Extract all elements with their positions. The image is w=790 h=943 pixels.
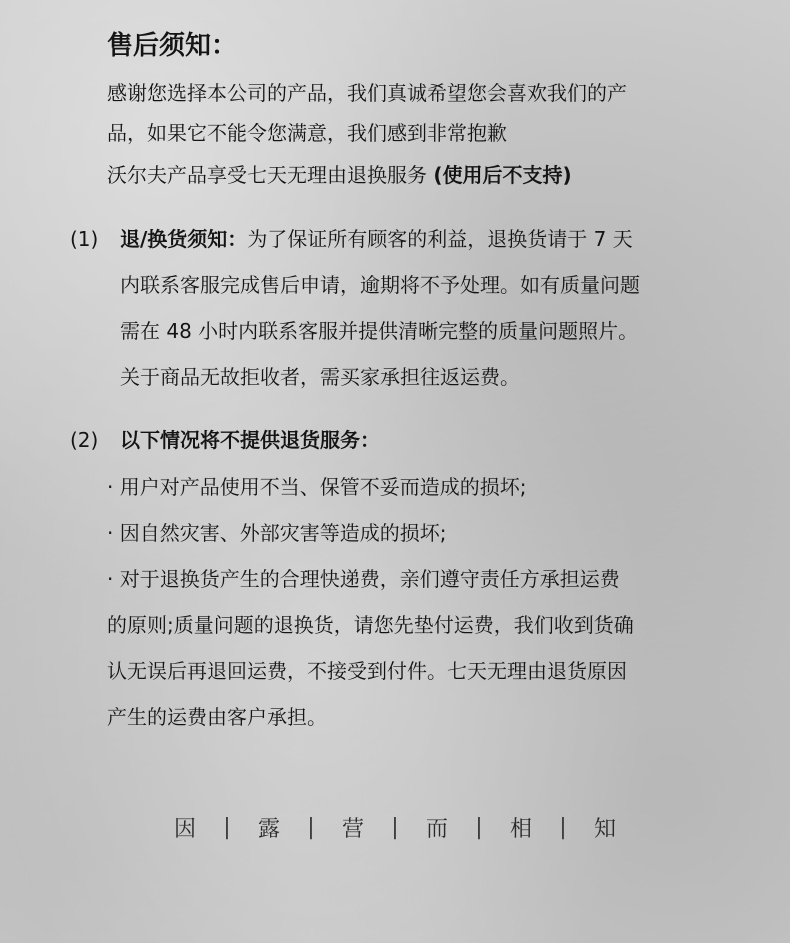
footer-slogan — [0, 812, 790, 843]
footer-separator: | — [559, 815, 567, 840]
footer-char: 相 — [509, 817, 532, 842]
footer-char: 营 — [341, 817, 364, 842]
footer-separator: | — [223, 815, 231, 840]
section1-line-2: 内联系客服完成售后申请，逾期将不予处理。如有质量问题 — [120, 273, 640, 297]
section2-bullet-1: · 用户对产品使用不当、保管不妥而造成的损坏; — [107, 475, 527, 499]
intro-line-2: 品，如果它不能令您满意，我们感到非常抱歉 — [107, 121, 507, 145]
section1-text: 为了保证所有顾客的利益，退换货请于 7 天 — [247, 227, 633, 251]
service-note: (使用后不支持) — [433, 163, 572, 187]
section2-cont-2: 认无误后再退回运费，不接受到付件。七天无理由退货原因 — [107, 659, 627, 683]
section2-cont-1: 的原则;质量问题的退换货，请您先垫付运费，我们收到货确 — [107, 613, 634, 637]
intro-line-1: 感谢您选择本公司的产品，我们真诚希望您会喜欢我们的产 — [107, 81, 627, 105]
section2-heading: 以下情况将不提供退货服务： — [120, 428, 380, 452]
section1-heading: 退/换货须知： — [120, 227, 248, 251]
section2-marker: (2) — [70, 428, 99, 452]
service-line — [107, 162, 572, 188]
section1-line-3: 需在 48 小时内联系客服并提供清晰完整的质量问题照片。 — [120, 319, 639, 343]
section2-cont-3: 产生的运费由客户承担。 — [107, 705, 327, 729]
service-text: 沃尔夫产品享受七天无理由退换服务 — [107, 163, 434, 187]
section1-line-4: 关于商品无故拒收者，需买家承担往返运费。 — [120, 365, 520, 389]
section2-bullet-2: · 因自然灾害、外部灾害等造成的损坏; — [107, 521, 447, 545]
footer-char: 露 — [257, 817, 280, 842]
section1-first-line — [120, 226, 633, 252]
footer-char: 而 — [425, 817, 448, 842]
footer-char: 知 — [593, 817, 616, 842]
page-title: 售后须知： — [107, 31, 238, 61]
footer-separator: | — [391, 815, 399, 840]
section1-marker: (1) — [70, 227, 99, 251]
footer-separator: | — [307, 815, 315, 840]
footer-char: 因 — [173, 817, 196, 842]
footer-separator: | — [475, 815, 483, 840]
section2-bullet-3: · 对于退换货产生的合理快递费，亲们遵守责任方承担运费 — [107, 567, 620, 591]
